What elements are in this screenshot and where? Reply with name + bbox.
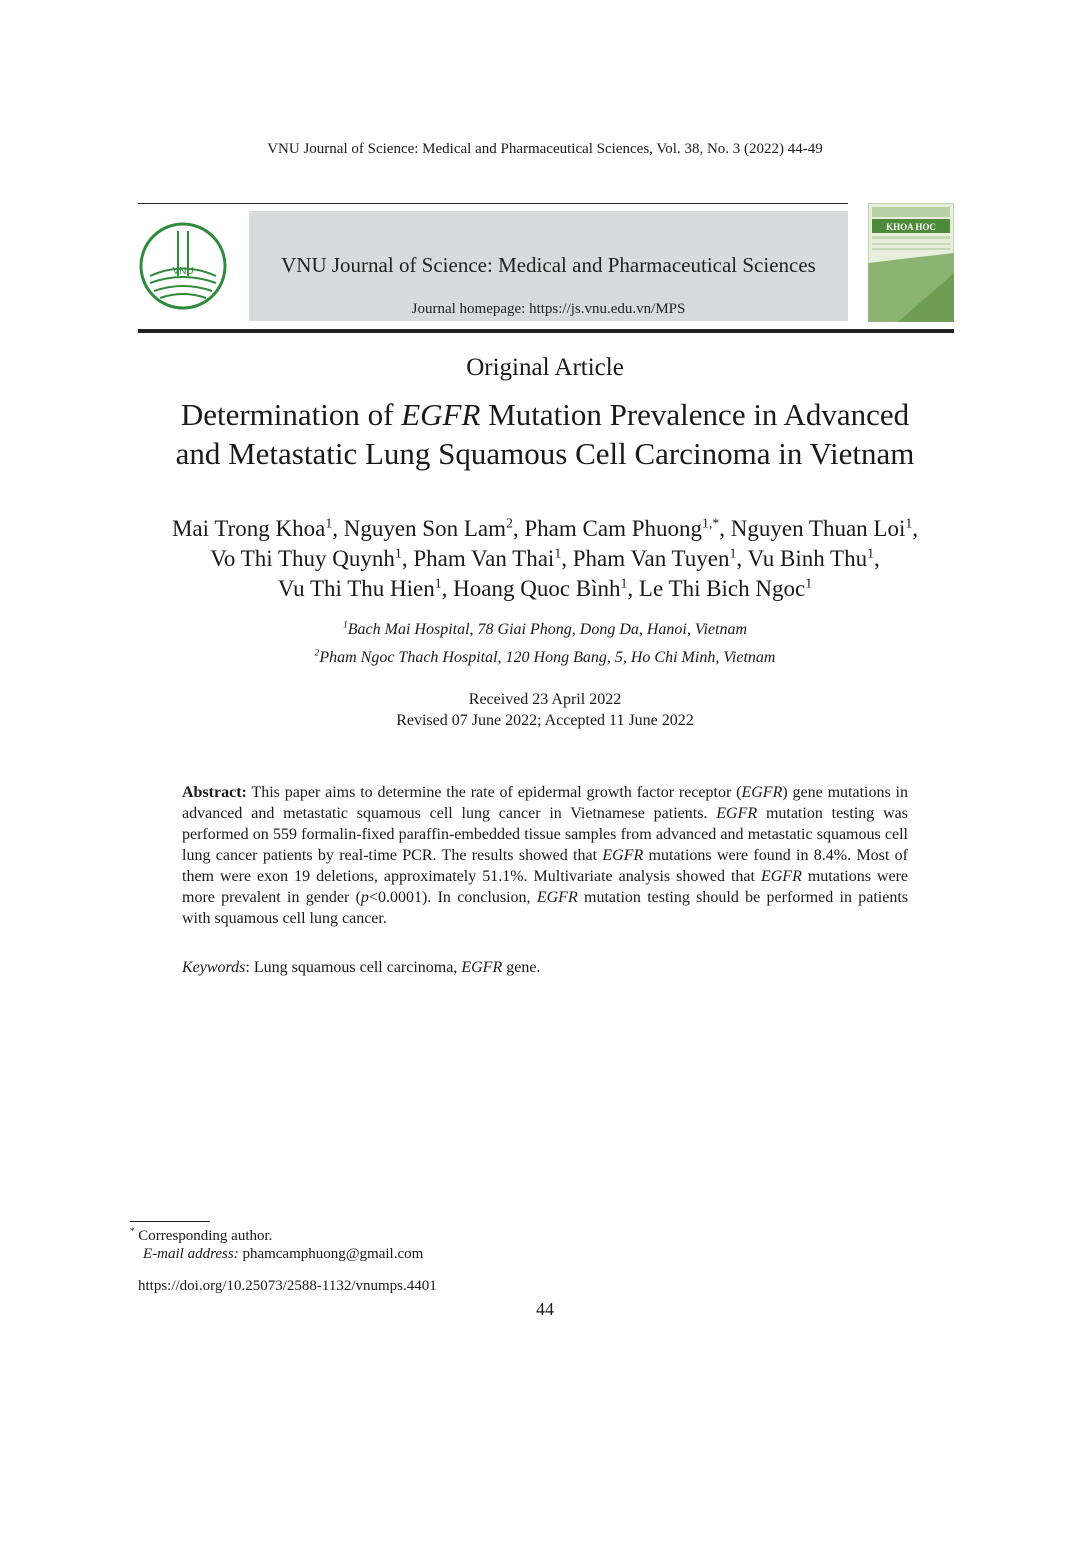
- affiliation-2: $^2$Pham Ngoc Thach Hospital, 120 Hong Bang, 5, Ho Chi Minh, Vietnam: [314, 647, 776, 666]
- author: Pham Van Thai: [413, 546, 555, 571]
- title-line2: and Metastatic Lung Squamous Cell Carcinoma in Vietnam: [175, 436, 915, 471]
- footnote-corresponding: * Corresponding author.: [130, 1226, 273, 1244]
- author: Mai Trong Khoa: [171, 516, 326, 541]
- revised-accepted-date: Revised 07 June 2022; Accepted 11 June 2022: [396, 712, 694, 729]
- title-gene: EGFR: [401, 397, 481, 432]
- vnu-logo: [138, 221, 228, 311]
- author-sup: 1: [554, 545, 562, 561]
- author-sup: 1: [905, 515, 913, 531]
- author-sup: 1: [394, 545, 402, 561]
- author-list: Mai Trong Khoa$^1$, Nguyen Son Lam$^2$, Pham Cam Phuong$^{1,*}$, Nguyen Thuan Loi$^1$, Vo Thi Thuy Quynh$^1$, Pham Van Thai$^1$, Pham Van Tuyen$^1$, Vu Binh Thu$^1$, Vu Thi Thu Hien$^1$, Hoang Quoc Bình$^1$, Le Thi Bich Ngoc$^1$: [171, 515, 919, 601]
- footnote-email: E-mail address: phamcamphuong@gmail.com: [143, 1246, 424, 1262]
- author: Le Thi Bich Ngoc: [638, 576, 806, 601]
- page-number: 44: [536, 1299, 554, 1319]
- title-part2: Mutation Prevalence in Advanced: [480, 397, 910, 432]
- footnote-rule: [130, 1221, 210, 1222]
- received-date: Received 23 April 2022: [468, 691, 622, 708]
- affiliation-1: $^1$Bach Mai Hospital, 78 Giai Phong, Dong Da, Hanoi, Vietnam: [342, 619, 748, 638]
- running-head: VNU Journal of Science: Medical and Pharmaceutical Sciences, Vol. 38, No. 3 (2022) 44-49: [267, 141, 823, 157]
- abstract: Abstract: This paper aims to determine the rate of epidermal growth factor receptor (EGFR) gene mutations in advanced and metastatic squamous cell lung cancer in Vietnamese patients. EGFR mutation testing was performed on 559 formalin-fixed paraffin-embedded tissue samples from advanced and metastatic squamous cell lung cancer patients by real-time PCR. The results showed that EGFR mutations were found in 8.4%. Most of them were exon 19 deletions, approximately 51.1%. Multivariate analysis showed that EGFR mutations were more prevalent in gender (p<0.0001). In conclusion, EGFR mutation testing should be performed in patients with squamous cell lung cancer.: [182, 784, 909, 927]
- header-top-rule: [138, 203, 848, 204]
- keywords-label: Keywords: [182, 959, 246, 976]
- banner-journal-name: VNU Journal of Science: Medical and Pharmaceutical Sciences: [281, 253, 816, 277]
- banner-homepage: Journal homepage: https://js.vnu.edu.vn/MPS: [411, 301, 686, 317]
- article-title: [100, 395, 990, 473]
- author: Hoang Quoc Bình: [453, 576, 621, 601]
- author: Pham Van Tuyen: [572, 546, 730, 571]
- author-sup: 2: [505, 515, 513, 531]
- author-sup: 1: [867, 545, 874, 561]
- author: Nguyen Son Lam: [343, 516, 506, 541]
- cover-title: KHOA HOC: [886, 222, 936, 232]
- author-sup: 1: [729, 545, 737, 561]
- article-type: Original Article: [466, 354, 624, 381]
- author: Pham Cam Phuong: [524, 516, 703, 541]
- journal-cover-thumbnail: [868, 203, 954, 322]
- author-sup: 1: [434, 575, 442, 591]
- keywords: Keywords: Lung squamous cell carcinoma, EGFR gene.: [182, 959, 541, 976]
- author-sup: 1,*: [702, 515, 720, 531]
- abstract-label: Abstract:: [182, 784, 247, 801]
- author: Nguyen Thuan Loi: [730, 516, 906, 541]
- author-sup: 1: [620, 575, 628, 591]
- author-sup: 1: [805, 575, 813, 591]
- author-sup: 1: [325, 515, 333, 531]
- article-dates: [0, 689, 1090, 731]
- logo-text: VNU: [172, 266, 194, 277]
- author: Vo Thi Thuy Quynh: [210, 546, 395, 571]
- author: Vu Binh Thu: [747, 546, 868, 571]
- doi-link[interactable]: https://doi.org/10.25073/2588-1132/vnumps.4401: [138, 1278, 437, 1294]
- title-part1: Determination of: [180, 397, 402, 432]
- author: Vu Thi Thu Hien: [277, 576, 435, 601]
- header-bottom-rule: [138, 329, 954, 333]
- email-address: phamcamphuong@gmail.com: [238, 1246, 424, 1262]
